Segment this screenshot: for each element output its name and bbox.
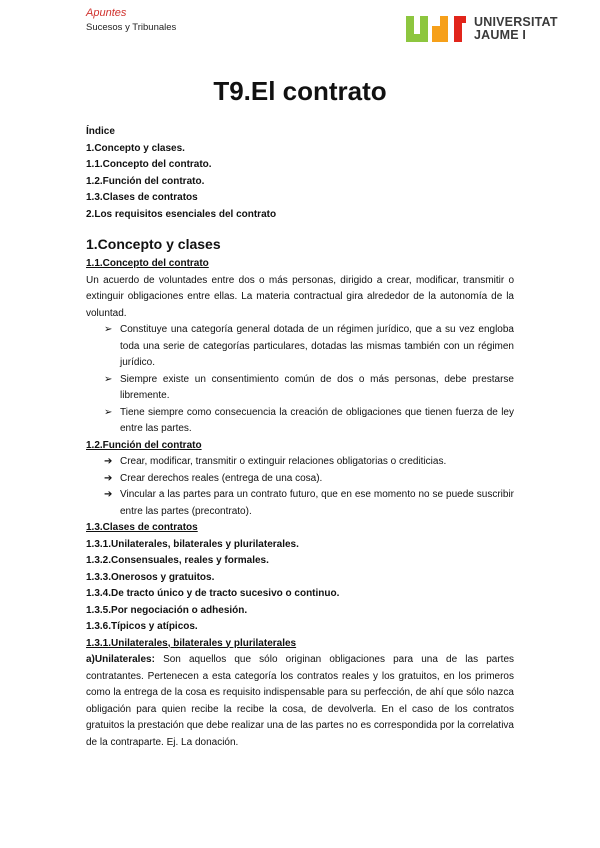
toc-item: 1.Concepto y clases. (86, 142, 185, 154)
table-of-contents (86, 124, 514, 223)
header-apuntes-label: Apuntes (86, 7, 127, 19)
toc-item: 1.2.Función del contrato. (86, 175, 205, 187)
list-item: ➔ Crear, modificar, transmitir o extinguir relaciones obligatorias o crediticias. (86, 454, 514, 471)
page-header (86, 6, 572, 46)
section-heading: 1.Concepto y clases (86, 236, 221, 252)
detail-heading: 1.3.1.Unilaterales, bilaterales y plurilaterales (86, 637, 297, 649)
arrow-bullet-icon: ➔ (104, 489, 113, 500)
logo-line-1: UNIVERSITAT (474, 15, 558, 29)
class-list-item: 1.3.2.Consensuales, reales y formales. (86, 555, 269, 566)
toc-item: 1.3.Clases de contratos (86, 192, 198, 203)
arrowhead-bullet-icon: ➢ (104, 373, 113, 385)
detail-label: a)Unilaterales: (86, 654, 155, 665)
toc-item: 1.1.Concepto del contrato. (86, 159, 212, 170)
document-title: T9.El contrato (213, 76, 387, 106)
list-item: ➢ Tiene siempre como consecuencia la creación de obligaciones que tienen fuerza de ley entre las partes. (104, 406, 514, 434)
university-logo (406, 12, 572, 46)
class-list-item: 1.3.4.De tracto único y de tracto sucesivo o continuo. (86, 588, 340, 599)
detail-text: Son aquellos que sólo originan obligaciones para una de las partes contratantes. Pertenecen a esta categoría los contratos reales y los gratuitos, en los primeros como la entrega de la cosa es requisito indispensable para su perfección, de ahí que sólo nazca obligación para quien recibe la recibe la cosa, de devolverla. En el caso de los contratos gratuitos la prestación que debe realizar una de las partes no es correspondida por la correlativa de la contraparte. Ej. La donación. (86, 654, 515, 748)
list-item: ➢ Siempre existe un consentimiento común de dos o más personas, debe prestarse libremente. (104, 373, 514, 401)
toc-heading: Índice (86, 126, 115, 137)
list-item: ➢ Constituye una categoría general dotada de un régimen jurídico, que a su vez engloba toda una serie de categorías particulares, dotadas las mismas también con un régimen jurídico. (104, 324, 514, 368)
toc-item: 2.Los requisitos esenciales del contrato (86, 208, 277, 220)
arrow-bullet-icon: ➔ (104, 472, 113, 484)
list-item: ➔ Vincular a las partes para un contrato futuro, que en ese momento no se puede suscribir entre las partes (precontrato). (104, 489, 514, 517)
class-list-item: 1.3.1.Unilaterales, bilaterales y plurilaterales. (86, 538, 299, 550)
arrow-bullet-icon: ➔ (104, 456, 113, 467)
class-list-item: 1.3.5.Por negociación o adhesión. (86, 604, 248, 616)
list-item: ➔ Crear derechos reales (entrega de una cosa). (86, 471, 514, 488)
class-list-item: 1.3.3.Onerosos y gratuitos. (86, 571, 215, 583)
class-list-item: 1.3.6.Típicos y atípicos. (86, 621, 198, 632)
uji-logo-icon (406, 12, 470, 44)
paragraph: Un acuerdo de voluntades entre dos o más personas, dirigido a crear, modificar, transmitir o extinguir obligaciones entre ellas. La materia contractual gira alrededor de la autonomía de la voluntad. (86, 274, 514, 319)
header-subject: Sucesos y Tribunales (86, 22, 177, 33)
subsection-heading: 1.3.Clases de contratos (86, 522, 198, 533)
document-body (86, 124, 514, 751)
logo-line-2: JAUME I (474, 28, 527, 42)
detail-paragraph (86, 652, 514, 751)
bullet-list (86, 454, 514, 520)
arrowhead-bullet-icon: ➢ (104, 324, 113, 335)
subsection-heading: 1.1.Concepto del contrato (86, 258, 209, 269)
arrowhead-bullet-icon: ➢ (104, 406, 113, 418)
subsection-heading: 1.2.Función del contrato (86, 439, 202, 451)
bullet-list (86, 322, 514, 438)
